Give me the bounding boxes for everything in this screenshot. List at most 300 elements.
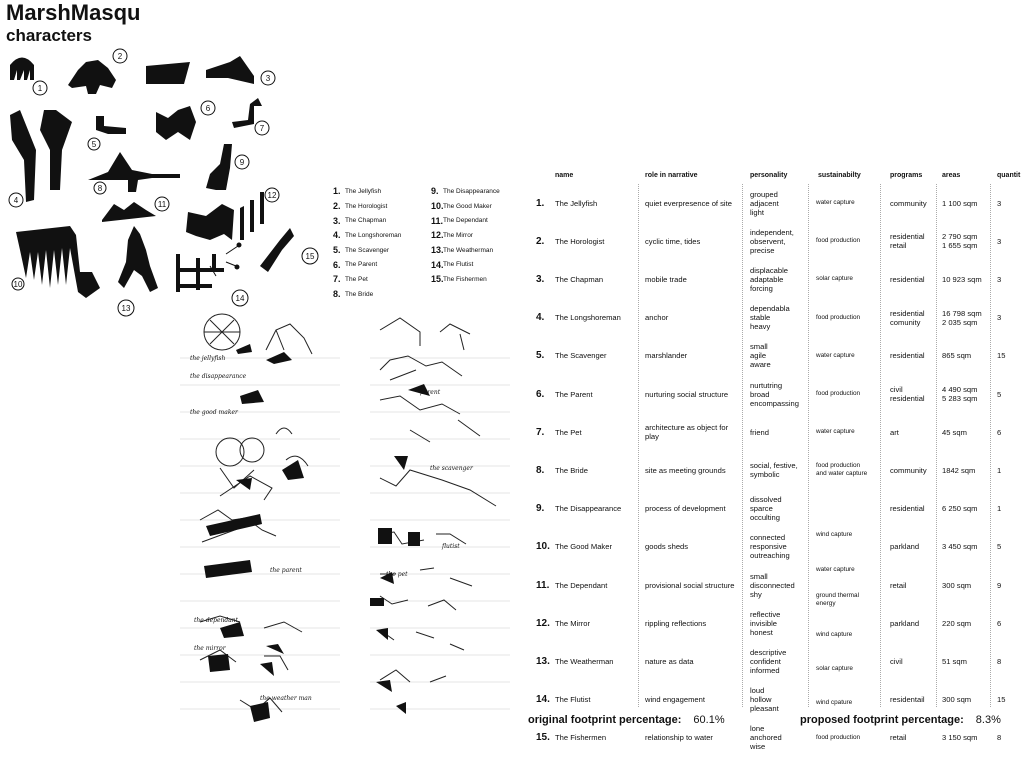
sketch-label: flutist xyxy=(442,543,460,550)
cell-num: 5. xyxy=(536,350,545,362)
glyph-number: 2 xyxy=(117,52,123,61)
cell-programs xyxy=(890,299,925,337)
cell-line: observent, xyxy=(750,236,786,246)
cell-areas xyxy=(942,604,971,642)
concept-sketches xyxy=(180,310,520,730)
cell-line: light xyxy=(750,207,764,217)
cell-name: The Dependant xyxy=(555,580,608,590)
cell-line: wind capture xyxy=(816,531,853,539)
cell-line: 1842 sqm xyxy=(942,465,976,475)
cell-num: 8. xyxy=(536,464,545,476)
cell-role xyxy=(645,260,687,298)
cell-sustainability xyxy=(816,699,852,707)
cell-line: connected xyxy=(750,533,786,543)
cell-role xyxy=(645,299,668,337)
cell-line: adaptable xyxy=(750,274,784,284)
glyph-number: 6 xyxy=(205,104,211,113)
cell-line: occulting xyxy=(750,513,780,523)
legend-number: 10. xyxy=(431,201,444,212)
cell-line: nature as data xyxy=(645,656,694,666)
proposed-footprint xyxy=(800,714,1001,726)
legend-item xyxy=(431,272,526,287)
legend-item xyxy=(431,228,526,243)
cell-areas xyxy=(942,222,977,260)
cell-quantity: 3 xyxy=(997,236,1002,246)
chapman-icon xyxy=(146,56,254,84)
cell-areas xyxy=(942,642,967,680)
cell-line: adjacent xyxy=(750,198,779,208)
fishermen-icon xyxy=(176,254,224,292)
cell-line: dissolved xyxy=(750,495,782,505)
cell-areas xyxy=(942,337,971,375)
cell-num: 7. xyxy=(536,426,545,438)
cell-line: wind cpature xyxy=(816,699,853,707)
cell-role xyxy=(645,375,728,413)
legend-number: 8. xyxy=(333,289,341,300)
cell-line: wind capture xyxy=(816,630,853,638)
cell-areas xyxy=(942,299,982,337)
cell-line: goods sheds xyxy=(645,542,689,552)
cell-programs xyxy=(890,260,925,298)
cell-personality xyxy=(750,337,771,375)
cell-sustainability xyxy=(816,352,855,360)
flutist-icon xyxy=(260,228,294,272)
cell-name: The Fishermen xyxy=(555,733,607,743)
legend-item xyxy=(333,184,428,199)
cell-num: 9. xyxy=(536,503,545,515)
disappearance-icon xyxy=(206,144,232,190)
cell-line: water capture xyxy=(816,199,855,206)
legend-number: 1. xyxy=(333,186,341,197)
sketch-label: the pet xyxy=(386,571,408,578)
cell-line: residential xyxy=(890,274,925,284)
legend-number: 13. xyxy=(431,245,444,256)
cell-quantity: 1 xyxy=(997,504,1002,514)
cell-line: 4 490 sqm xyxy=(942,385,978,394)
cell-line: independent, xyxy=(750,227,794,237)
original-footprint-label: original footprint percentage: xyxy=(528,714,682,726)
cell-num: 6. xyxy=(536,388,545,400)
table-row xyxy=(530,413,1024,451)
cell-areas xyxy=(942,490,977,528)
page-subtitle: characters xyxy=(6,26,93,45)
cell-line: quiet everpresence of site xyxy=(645,198,732,208)
cell-line: marshlander xyxy=(645,351,688,361)
cell-line: symbolic xyxy=(750,470,780,480)
cell-areas xyxy=(942,184,977,222)
table-row xyxy=(530,642,1024,680)
cell-line: anchor xyxy=(645,313,669,323)
cell-personality xyxy=(750,642,786,680)
cell-personality xyxy=(750,490,782,528)
header-personality: personality xyxy=(750,172,788,179)
cell-role xyxy=(645,413,728,451)
legend-name: The Horologist xyxy=(345,202,388,210)
glyph-number: 7 xyxy=(259,124,265,133)
cell-line: aware xyxy=(750,360,771,370)
mirror-icon xyxy=(186,192,264,240)
cell-programs xyxy=(890,222,925,260)
header-sustainability: sustainabilty xyxy=(818,172,861,179)
cell-sustainability xyxy=(816,428,855,436)
sketch-label: the weather man xyxy=(260,695,312,702)
cell-programs xyxy=(890,642,903,680)
sketch-label: the dependant xyxy=(194,617,239,624)
cell-line: responsive xyxy=(750,542,787,552)
cell-line: invisible xyxy=(750,618,778,628)
cell-sustainability xyxy=(816,390,860,398)
table-row xyxy=(530,490,1024,528)
sketch-label: the good maker xyxy=(190,409,238,416)
cell-line: and water capture xyxy=(816,470,868,478)
cell-personality xyxy=(750,528,790,566)
jellyfish-icon xyxy=(10,58,34,81)
table-row xyxy=(530,260,1024,298)
cell-line: residential xyxy=(890,308,925,318)
cell-quantity: 15 xyxy=(997,351,1006,361)
cell-role xyxy=(645,337,687,375)
cell-num: 11. xyxy=(536,579,550,591)
cell-line: agile xyxy=(750,351,767,361)
cell-quantity: 9 xyxy=(997,580,1002,590)
proposed-footprint-label: proposed footprint percentage: xyxy=(800,714,964,726)
cell-areas xyxy=(942,681,971,719)
cell-role xyxy=(645,528,688,566)
cell-line: wise xyxy=(750,742,766,752)
cell-name: The Scavenger xyxy=(555,351,607,361)
cell-line: residential xyxy=(890,394,925,403)
cell-areas xyxy=(942,451,975,489)
cell-personality xyxy=(750,604,780,642)
cell-line: small xyxy=(750,571,768,581)
header-name: name xyxy=(555,172,574,179)
cell-name: The Chapman xyxy=(555,274,604,284)
cell-sustainability xyxy=(816,665,853,673)
cell-line: residentail xyxy=(890,695,925,705)
scavenger-icon xyxy=(96,116,126,134)
cell-line: outreaching xyxy=(750,551,790,561)
cell-line: 300 sqm xyxy=(942,580,972,590)
cell-personality xyxy=(750,184,779,222)
dependant-icon xyxy=(102,202,156,222)
cell-personality xyxy=(750,260,788,298)
legend-number: 15. xyxy=(431,274,444,285)
legend-number: 14. xyxy=(431,259,444,270)
legend-number: 3. xyxy=(333,215,341,226)
table-row xyxy=(530,184,1024,222)
cell-line: play xyxy=(645,432,659,442)
sketch-label: the parent xyxy=(270,567,302,574)
table-row xyxy=(530,451,1024,489)
cell-line: art xyxy=(890,427,899,437)
cell-line: loud xyxy=(750,686,765,696)
cell-num: 14. xyxy=(536,694,550,706)
legend-name: The Mirror xyxy=(443,231,473,239)
cell-line: confident xyxy=(750,656,781,666)
cell-line: shy xyxy=(750,589,762,599)
cell-line: 300 sqm xyxy=(942,695,972,705)
cell-name: The Parent xyxy=(555,389,593,399)
cell-line: food production xyxy=(816,462,861,470)
glyph-number: 14 xyxy=(235,294,245,303)
cell-line: retail xyxy=(890,733,907,743)
cell-line: nurtutring xyxy=(750,380,783,390)
legend-number: 2. xyxy=(333,201,341,212)
cell-quantity: 5 xyxy=(997,542,1002,552)
table-row xyxy=(530,566,1024,604)
cell-line: residential xyxy=(890,351,925,361)
character-glyphs xyxy=(0,40,330,320)
cell-name: The Pet xyxy=(555,427,582,437)
glyph-number: 12 xyxy=(267,191,277,200)
longshoreman-icon xyxy=(10,110,72,202)
glyph-number: 11 xyxy=(157,200,167,209)
cell-line: ground thermal xyxy=(816,592,859,600)
cell-num: 12. xyxy=(536,617,550,629)
cell-name: The Weatherman xyxy=(555,656,614,666)
cell-role xyxy=(645,604,706,642)
cell-line: food production xyxy=(816,733,861,741)
cell-areas xyxy=(942,413,967,451)
cell-line: food production xyxy=(816,313,861,321)
legend-item xyxy=(333,199,428,214)
cell-personality xyxy=(750,681,779,719)
cell-line: pleasant xyxy=(750,704,779,714)
table-row xyxy=(530,222,1024,260)
cell-line: cyclic time, tides xyxy=(645,236,701,246)
header-role: role in narrative xyxy=(645,172,698,179)
cell-line: hollow xyxy=(750,695,772,705)
legend-item xyxy=(333,243,428,258)
cell-line: informed xyxy=(750,665,780,675)
cell-programs xyxy=(890,490,925,528)
cell-line: 16 798 sqm xyxy=(942,308,982,318)
legend-item xyxy=(333,287,428,302)
cell-line: architecture as object for xyxy=(645,423,729,433)
cell-line: community xyxy=(890,465,927,475)
cell-quantity: 3 xyxy=(997,274,1002,284)
cell-line: broad xyxy=(750,389,770,399)
cell-line: precise xyxy=(750,245,775,255)
cell-line: grouped xyxy=(750,189,778,199)
proposed-footprint-value: 8.3% xyxy=(975,714,1001,726)
cell-line: lone xyxy=(750,724,765,734)
cell-role xyxy=(645,681,705,719)
cell-line: 1 100 sqm xyxy=(942,198,978,208)
table-row xyxy=(530,604,1024,642)
cell-line: 45 sqm xyxy=(942,427,967,437)
cell-line: solar capture xyxy=(816,665,853,673)
cell-line: parkland xyxy=(890,618,920,628)
cell-line: sparce xyxy=(750,504,773,514)
legend-name: The Chapman xyxy=(345,217,387,225)
cell-line: dependabla xyxy=(750,304,790,314)
cell-line: nurturing social structure xyxy=(645,389,729,399)
cell-sustainability xyxy=(816,237,860,245)
glyph-number: 3 xyxy=(265,74,271,83)
cell-line: rippling reflections xyxy=(645,618,707,628)
cell-line: 10 923 sqm xyxy=(942,274,982,284)
original-footprint xyxy=(528,714,725,726)
legend-name: The Disappearance xyxy=(443,187,500,195)
page-title: MarshMasqu xyxy=(6,0,141,25)
cell-quantity: 6 xyxy=(997,427,1002,437)
cell-line: residential xyxy=(890,232,925,242)
cell-quantity: 1 xyxy=(997,465,1002,475)
glyph-number: 5 xyxy=(91,140,97,149)
cell-programs xyxy=(890,604,919,642)
legend-name: The Fishermen xyxy=(443,275,487,283)
cell-programs xyxy=(890,681,925,719)
legend-item xyxy=(431,243,526,258)
cell-line: 5 283 sqm xyxy=(942,394,978,403)
table-row xyxy=(530,528,1024,566)
cell-quantity: 3 xyxy=(997,313,1002,323)
legend-number: 12. xyxy=(431,230,444,241)
legend-item xyxy=(431,184,526,199)
cell-role xyxy=(645,451,726,489)
cell-line: 865 sqm xyxy=(942,351,972,361)
legend-item xyxy=(431,213,526,228)
cell-quantity: 8 xyxy=(997,656,1002,666)
cell-personality xyxy=(750,451,798,489)
cell-personality xyxy=(750,222,794,260)
glyph-number: 4 xyxy=(13,196,19,205)
cell-role xyxy=(645,490,726,528)
legend-item xyxy=(431,199,526,214)
legend-name: The Weatherman xyxy=(443,246,494,254)
legend-name: The Scavenger xyxy=(345,246,390,254)
cell-line: community xyxy=(890,198,927,208)
table-row xyxy=(530,681,1024,719)
legend-name: The Bride xyxy=(345,290,374,298)
cell-personality xyxy=(750,413,769,451)
cell-name: The Longshoreman xyxy=(555,313,621,323)
cell-line: relationship to water xyxy=(645,733,713,743)
cell-line: displacable xyxy=(750,265,788,275)
cell-programs xyxy=(890,413,899,451)
cell-num: 4. xyxy=(536,312,545,324)
cell-num: 10. xyxy=(536,541,550,553)
cell-areas xyxy=(942,528,977,566)
legend-name: The Flutist xyxy=(443,261,474,269)
cell-line: wind engagement xyxy=(645,695,705,705)
legend-number: 5. xyxy=(333,245,341,256)
cell-name: The Mirror xyxy=(555,618,591,628)
sketch-label: the disappearance xyxy=(190,373,247,380)
cell-sustainability xyxy=(816,275,853,283)
horologist-icon xyxy=(68,60,116,94)
header-quantity: quantit xyxy=(997,172,1021,179)
cell-line: retail xyxy=(890,241,907,251)
cell-line: solar capture xyxy=(816,275,853,283)
glyph-number: 15 xyxy=(305,252,315,261)
cell-personality xyxy=(750,719,782,757)
sketch-label: parent xyxy=(420,389,441,396)
cell-line: 51 sqm xyxy=(942,656,967,666)
cell-num: 3. xyxy=(536,273,545,285)
glyph-number: 10 xyxy=(13,280,23,289)
cell-line: water capture xyxy=(816,565,855,573)
cell-line: disconnected xyxy=(750,580,795,590)
legend-name: The Pet xyxy=(345,275,368,283)
cell-sustainability xyxy=(816,531,852,539)
cell-line: 220 sqm xyxy=(942,618,972,628)
cell-name: The Jellyfish xyxy=(555,198,598,208)
cell-name: The Bride xyxy=(555,465,588,475)
cell-line: 3 450 sqm xyxy=(942,542,978,552)
cell-line: energy xyxy=(816,600,836,608)
legend-name: The Good Maker xyxy=(443,202,492,210)
cell-areas xyxy=(942,566,971,604)
parent-icon xyxy=(156,106,196,140)
cell-line: friend xyxy=(750,427,769,437)
legend-number: 4. xyxy=(333,230,341,241)
cell-role xyxy=(645,184,732,222)
cell-line: 1 655 sqm xyxy=(942,241,978,251)
legend-number: 7. xyxy=(333,274,341,285)
cell-num: 15. xyxy=(536,732,550,744)
cell-line: small xyxy=(750,342,768,352)
legend-number: 6. xyxy=(333,259,341,270)
cell-role xyxy=(645,566,734,604)
cell-line: retail xyxy=(890,580,907,590)
cell-line: 2 790 sqm xyxy=(942,232,978,242)
sketch-label: the mirror xyxy=(194,645,226,652)
legend-item xyxy=(333,272,428,287)
cell-programs xyxy=(890,375,925,413)
cell-programs xyxy=(890,451,927,489)
cell-line: 2 035 sqm xyxy=(942,317,978,327)
cell-role xyxy=(645,222,700,260)
cell-name: The Good Maker xyxy=(555,542,612,552)
cell-line: parkland xyxy=(890,542,920,552)
cell-line: honest xyxy=(750,627,773,637)
legend-name: The Longshoreman xyxy=(345,231,402,239)
cell-line: civil xyxy=(890,656,903,666)
glyph-number: 13 xyxy=(121,304,131,313)
pet-icon xyxy=(232,98,262,128)
cell-areas xyxy=(942,375,977,413)
cell-line: reflective xyxy=(750,609,781,619)
original-footprint-value: 60.1% xyxy=(693,714,725,726)
cell-num: 13. xyxy=(536,655,550,667)
legend-item xyxy=(333,213,428,228)
cell-line: forcing xyxy=(750,283,773,293)
cell-programs xyxy=(890,337,925,375)
cell-sustainability xyxy=(816,314,860,322)
cell-quantity: 15 xyxy=(997,695,1006,705)
cell-name: The Horologist xyxy=(555,236,605,246)
legend-item xyxy=(333,257,428,272)
cell-line: social, festive, xyxy=(750,461,798,471)
glyph-number: 9 xyxy=(239,158,245,167)
cell-line: water capture xyxy=(816,428,855,436)
cell-areas xyxy=(942,260,982,298)
cell-personality xyxy=(750,566,795,604)
table-row xyxy=(530,337,1024,375)
cell-line: encompassing xyxy=(750,398,799,408)
cell-line: provisional social structure xyxy=(645,580,735,590)
cell-sustainability xyxy=(816,566,855,574)
cell-name: The Flutist xyxy=(555,695,591,705)
cell-line: mobile trade xyxy=(645,274,687,284)
cell-role xyxy=(645,642,694,680)
legend-item xyxy=(333,228,428,243)
cell-line: site as meeting grounds xyxy=(645,465,726,475)
cell-line: anchored xyxy=(750,733,782,743)
legend-name: The Parent xyxy=(345,261,378,269)
